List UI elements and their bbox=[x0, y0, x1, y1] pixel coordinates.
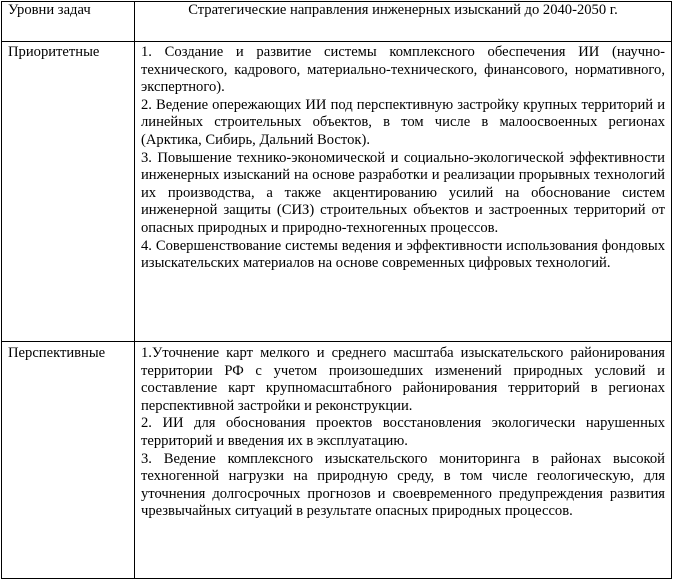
list-item: 1.Уточнение карт мелкого и среднего масштаба изыскательского районирования территории РФ с учетом произошедших изменений природных условий и составление карт крупномасштабного районирования территорий в регионах перспективной застройки и реконструкции. bbox=[141, 345, 665, 414]
list-item: 2. ИИ для обоснования проектов восстановления экологически нарушенных территорий и введения их в эксплуатацию. bbox=[141, 415, 665, 449]
list-item: 1. Создание и развитие системы комплексного обеспечения ИИ (научно-технического, кадрового, материально-технического, финансового, нормативного, экспертного). bbox=[141, 44, 665, 96]
list-item: 3. Ведение комплексного изыскательского мониторинга в районах высокой техногенной нагрузки на природную среду, в том числе геологическую, для уточнения долгосрочных прогнозов и своевременного предупреждения развития чрезвычайных ситуаций в результате опасных природных процессов. bbox=[141, 450, 665, 520]
header-strategic-directions: Стратегические направления инженерных изысканий до 2040-2050 г. bbox=[135, 2, 672, 42]
table-header-row bbox=[2, 2, 672, 42]
list-item: 3. Повышение технико-экономической и социально-экологической эффективности инженерных изысканий на основе разработки и реализации прорывных технологий их производства, а также акцентированию усилий на обоснование систем инженерной защиты (СИЗ) строительных объектов и застроенных территорий от опасных природных и природно-техногенных процессов. bbox=[141, 149, 665, 236]
table-row-priority bbox=[2, 42, 672, 342]
strategy-table bbox=[1, 1, 672, 579]
header-task-levels: Уровни задач bbox=[2, 2, 135, 42]
items-cell-priority bbox=[135, 42, 672, 342]
level-cell-priority: Приоритетные bbox=[2, 42, 135, 342]
list-item: 2. Ведение опережающих ИИ под перспективную застройку крупных территорий и линейных строительных объектов, в том числе в малоосвоенных регионах (Арктика, Сибирь, Дальний Восток). bbox=[141, 96, 665, 148]
list-item: 4. Совершенствование системы ведения и эффективности использования фондовых изыскательских материалов на основе современных цифровых технологий. bbox=[141, 237, 665, 272]
items-cell-perspective bbox=[135, 342, 672, 579]
table-row-perspective bbox=[2, 342, 672, 579]
level-cell-perspective: Перспективные bbox=[2, 342, 135, 579]
